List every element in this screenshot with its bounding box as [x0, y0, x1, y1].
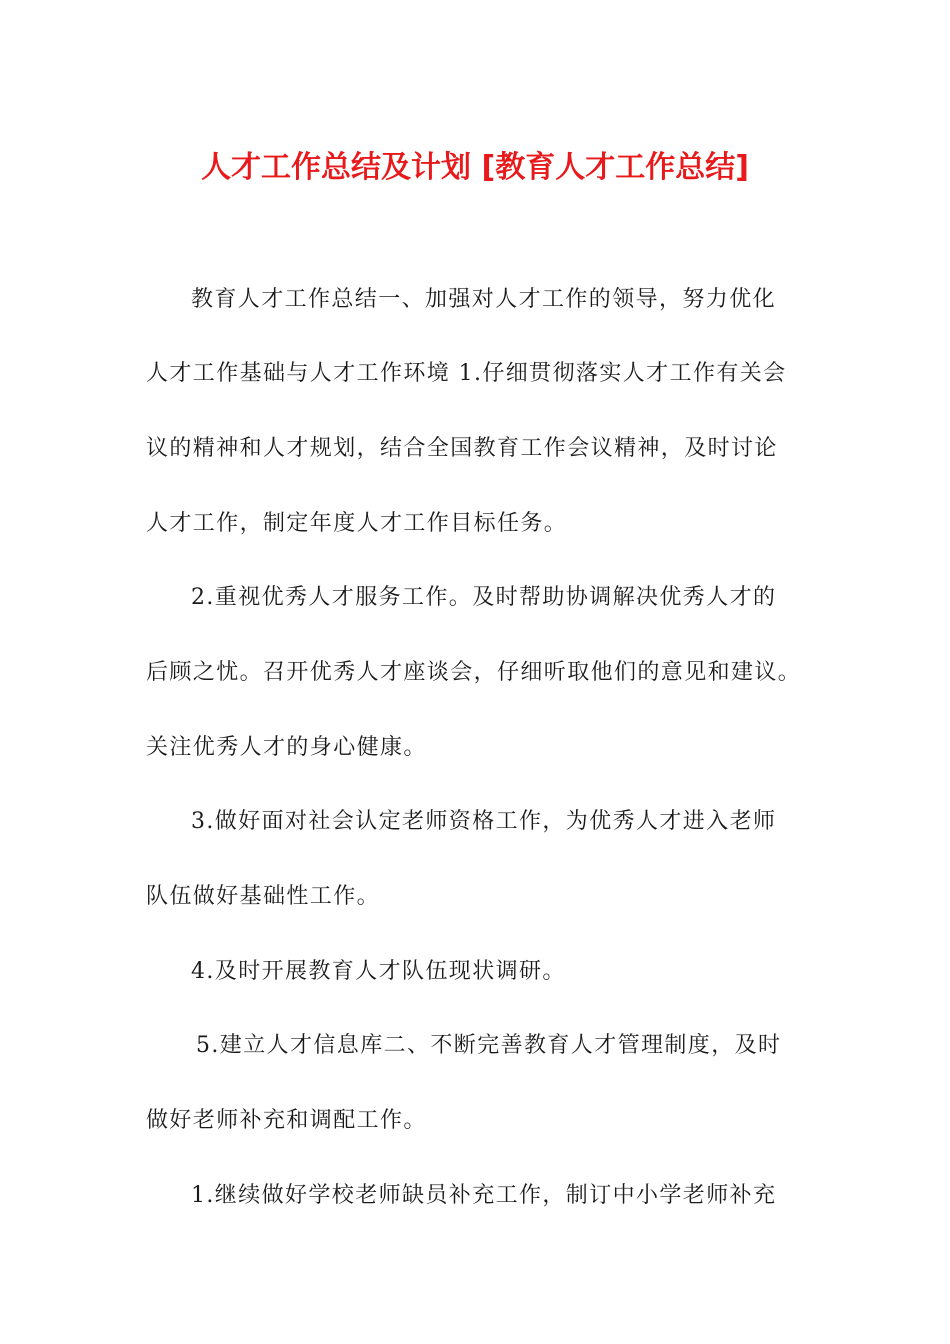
paragraph-line: 4.及时开展教育人才队伍现状调研。: [191, 959, 566, 984]
paragraph-line: 5.建立人才信息库二、不断完善教育人才管理制度，及时: [196, 1033, 782, 1058]
paragraph-line: 人才工作，制定年度人才工作目标任务。: [146, 511, 568, 536]
paragraph-line: 3.做好面对社会认定老师资格工作，为优秀人才进入老师: [191, 809, 777, 834]
paragraph-line: 1.继续做好学校老师缺员补充工作，制订中小学老师补充: [191, 1183, 777, 1208]
paragraph-line: 后顾之忧。召开优秀人才座谈会，仔细听取他们的意见和建议。: [146, 660, 802, 685]
paragraph-line: 做好老师补充和调配工作。: [146, 1108, 427, 1133]
paragraph-line: 议的精神和人才规划，结合全国教育工作会议精神，及时讨论: [146, 436, 778, 461]
paragraph-line: 2.重视优秀人才服务工作。及时帮助协调解决优秀人才的: [191, 585, 777, 610]
paragraph-line: 关注优秀人才的身心健康。: [146, 735, 427, 760]
document-title: 人才工作总结及计划 [教育人才工作总结]: [201, 150, 749, 185]
paragraph-line: 队伍做好基础性工作。: [146, 884, 381, 909]
paragraph-line: 教育人才工作总结一、加强对人才工作的领导，努力优化: [191, 287, 777, 312]
paragraph-line: 人才工作基础与人才工作环境 1.仔细贯彻落实人才工作有关会: [146, 361, 787, 386]
